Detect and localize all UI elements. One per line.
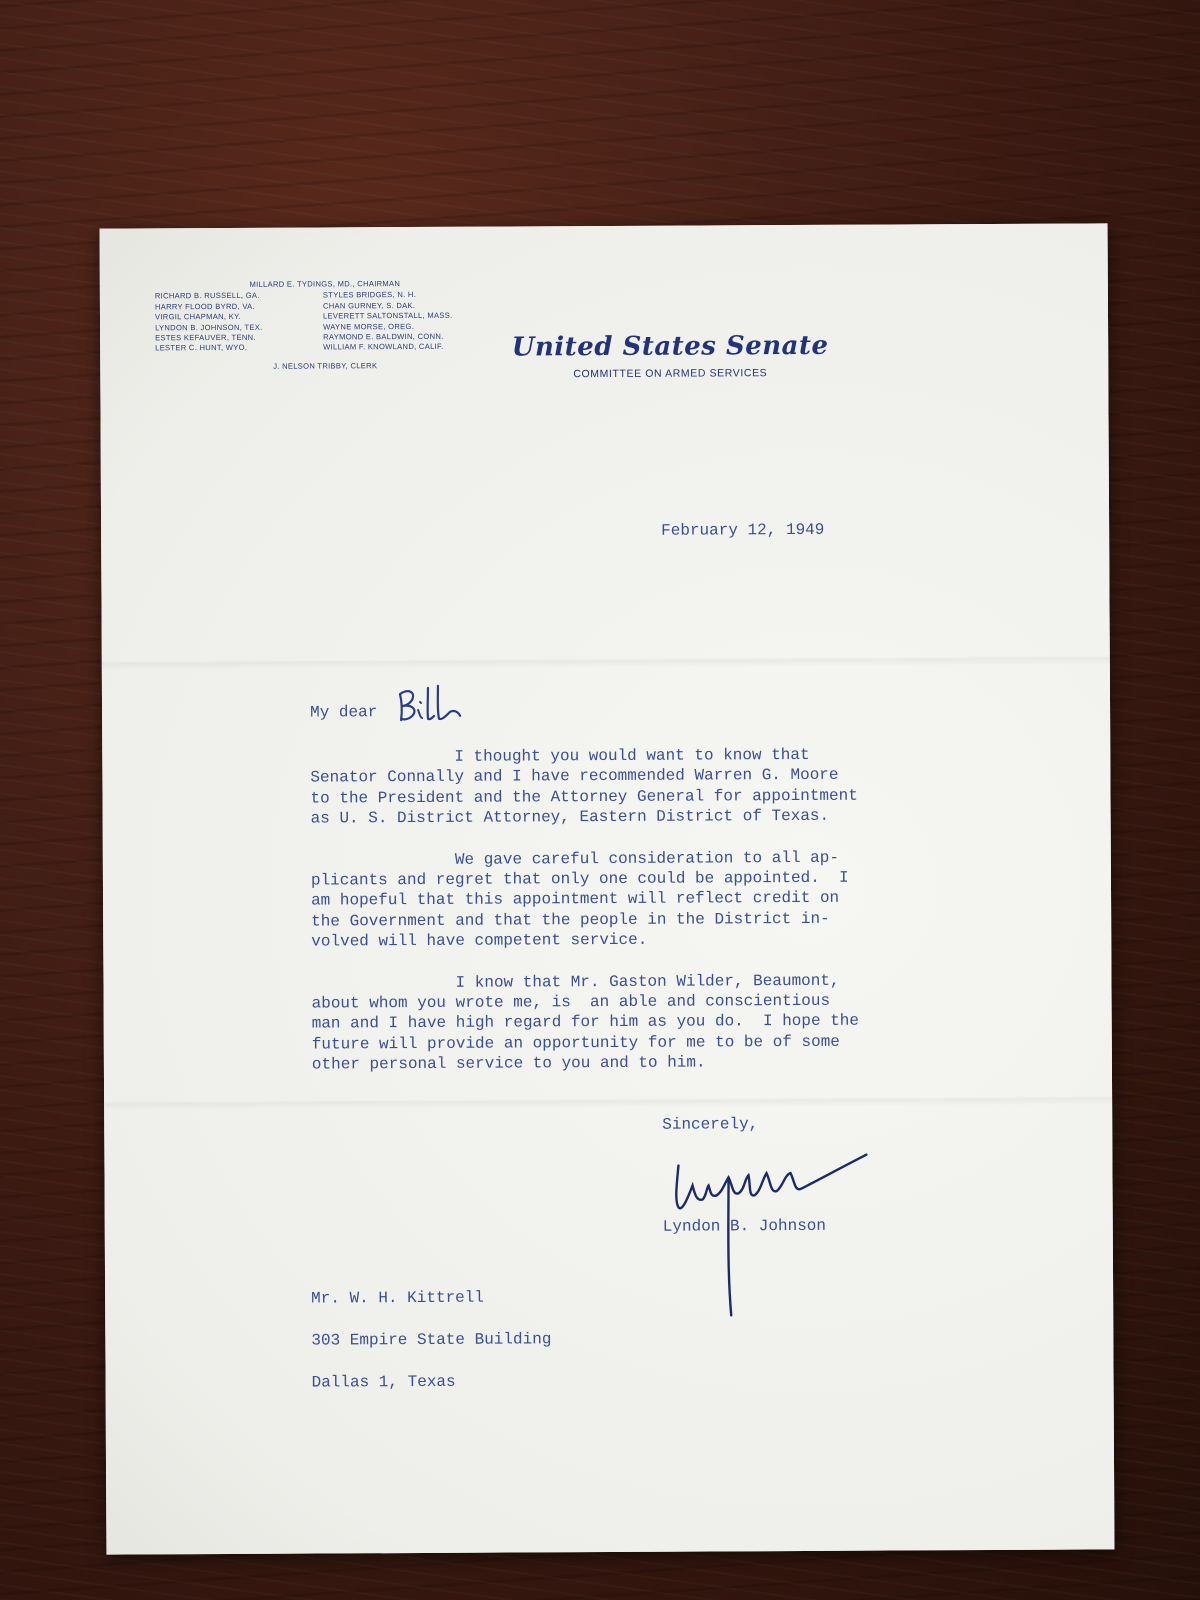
salutation: My dear (310, 703, 378, 722)
member-name: LYNDON B. JOHNSON, TEX. (155, 322, 263, 332)
member-name: VIRGIL CHAPMAN, KY. (154, 312, 241, 322)
member-name: RAYMOND E. BALDWIN, CONN. (323, 331, 444, 342)
roster-right-column (323, 290, 491, 353)
chairman-line: MILLARD E. TYDINGS, MD., CHAIRMAN (249, 279, 401, 289)
closing: Sincerely, (662, 1115, 759, 1134)
signer-name: Lyndon B. Johnson (662, 1216, 827, 1236)
member-name: LESTER C. HUNT, WYO. (155, 343, 248, 353)
recipient-street: 303 Empire State Building (311, 1330, 552, 1350)
body-paragraph: I thought you would want to know that Senator Connally and I have recommended Warren G. Moore to the President and the Attorney General for appointment as U. S. District Attorney, Eastern District of Texas. (310, 745, 858, 828)
letter-body (310, 744, 932, 1096)
member-name: LEVERETT SALTONSTALL, MASS. (322, 311, 453, 321)
recipient-name: Mr. W. H. Kittrell (311, 1288, 485, 1308)
letterhead-masthead (510, 331, 830, 381)
member-name: WAYNE MORSE, OREG. (323, 321, 415, 332)
clerk-line: J. NELSON TRIBBY, CLERK (273, 361, 378, 371)
roster-left-column (155, 291, 323, 354)
committee-roster (155, 279, 495, 373)
letter-sheet (100, 223, 1115, 1554)
letter-date: February 12, 1949 (661, 520, 825, 540)
recipient-city: Dallas 1, Texas (311, 1372, 456, 1392)
member-name: HARRY FLOOD BYRD, VA. (154, 301, 255, 312)
member-name: WILLIAM F. KNOWLAND, CALIF. (323, 342, 444, 352)
committee-title: COMMITTEE ON ARMED SERVICES (573, 367, 768, 381)
body-paragraph: We gave careful consideration to all ap- plicants and regret that only one could be appointed. I am hopeful that this appointment will reflect credit on the Government and that the people in the District in- volved will have competent service. (310, 848, 849, 951)
member-name: CHAN GURNEY, S. DAK. (322, 300, 416, 311)
recipient-address (311, 1276, 552, 1403)
member-name: ESTES KEFAUVER, TENN. (155, 332, 256, 343)
body-paragraph: I know that Mr. Gaston Wilder, Beaumont, about whom you wrote me, is an able and conscientious man and I have high regard for him as you do. I hope the future will provide an opportunity for me to be of some other personal service to you and to him. (311, 971, 860, 1074)
member-name: RICHARD B. RUSSELL, GA. (154, 291, 260, 301)
member-name: STYLES BRIDGES, N. H. (322, 290, 417, 300)
senate-title: United States Senate (511, 330, 829, 363)
handwritten-name (394, 682, 464, 724)
